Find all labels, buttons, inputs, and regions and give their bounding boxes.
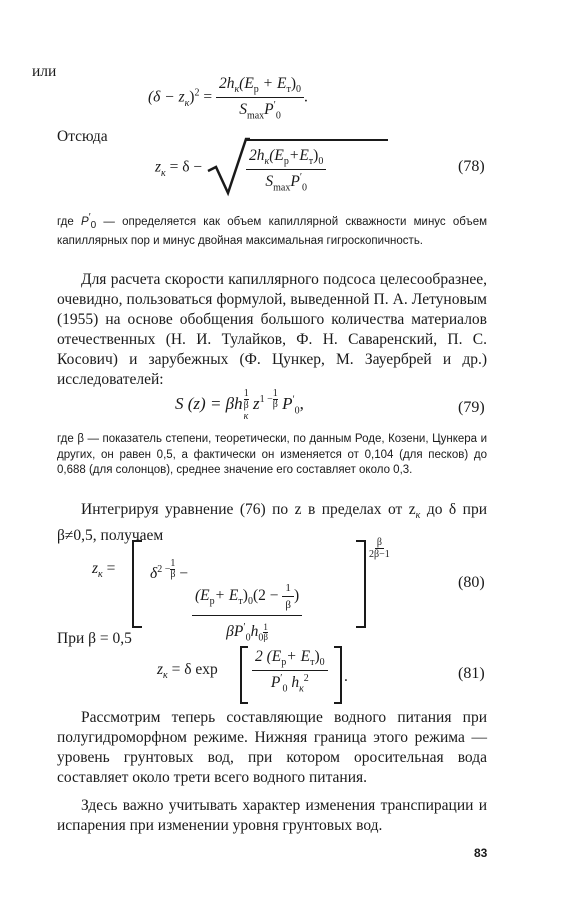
equation-79: S (z) = βh 1 β к z $^{1 - \frac{1}{\beta}}$ $P'_0$, <box>175 388 304 422</box>
equation-81-fraction <box>252 648 328 694</box>
equation-80-body: δ $^{2 - \frac{1}{\beta}}$ − $(E_р+ E_т)_0(2$ − $\frac{1}{\beta}$ ) $\beta P'_0h_0$ $^{\frac{1}{\beta}}$ <box>150 559 302 643</box>
equation-squared: $(\delta - z_к)^2$ = $\frac{2h_к(E_р + E_т)_0}{S_{max}P'_0}$ . <box>148 75 308 122</box>
equation-78: $z_к = \delta$ − $\frac{2h_к(E_р+E_т)_0}{S_{max}P'_0}$ <box>155 143 326 193</box>
sqrt: $\frac{2h_к(E_р+E_т)_0}{S_{max}P'_0}$ <box>206 143 326 193</box>
paragraph-letunov: Для расчета скорости капиллярного подсоса целесообразнее, очевидно, пользоваться формулой, выведенной П. А. Летуновым (1955) на основе обобщения большого количества материалов отечественных (Н. И. Тулайков, Ф. Н. Саваренский, П. С. Косович) и зарубежных (Ф. Цункер, М. Зауербрей и др.) исследователей: <box>57 271 487 388</box>
equation-80: $z_к$ = <box>92 560 116 581</box>
exp-right-bracket <box>334 646 342 704</box>
note-78: где $P'_0$ — определяется как объем капиллярной скважности минус объем капиллярных пор и минус двойная максимальная гигроскопичность. <box>57 212 487 247</box>
equation-number-81: (81) <box>458 665 485 682</box>
condition-beta: При β = 0,5 <box>57 630 132 647</box>
right-bracket <box>356 540 366 628</box>
paragraph-semihydromorphic: Рассмотрим теперь составляющие водного питания при полугидроморфном режиме. Нижняя граница этого режима — уровень грунтовых вод, при котором оросительная вода составляет около трети всего водного питания. <box>57 709 487 786</box>
word-otsyuda: Отсюда <box>57 128 108 145</box>
equation-number-79: (79) <box>458 399 485 416</box>
page-number: 83 <box>474 846 488 860</box>
outer-exponent: β 2β−1 <box>369 537 390 560</box>
exp-left-bracket <box>240 646 248 704</box>
word-ili: или <box>32 63 57 80</box>
left-bracket <box>132 540 142 628</box>
fraction: $(E_р+ E_т)_0(2$ − $\frac{1}{\beta}$ ) $\beta P'_0h_0$ $^{\frac{1}{\beta}}$ <box>192 582 302 643</box>
sqrt-sign <box>206 137 250 197</box>
paragraph-integrating: Интегрируя уравнение (76) по z в пределах от $z_к$ до δ при β≠0,5, получаем <box>57 501 487 545</box>
equation-81: $z_к = \delta$ exp <box>157 661 218 682</box>
paragraph-transpiration: Здесь важно учитывать характер изменения транспирации и испарения при изменении уровня грунтовых вод. <box>57 797 487 834</box>
equation-number-80: (80) <box>458 574 485 591</box>
fraction: $\frac{2h_к(E_р + E_т)_0}{S_{max}P'_0}$ <box>216 75 304 121</box>
period: . <box>344 668 348 685</box>
fraction: $\frac{2 (E_р+ E_т)_0}{P'_0 h_к^2}$ <box>252 648 328 694</box>
equation-number-78: (78) <box>458 158 485 175</box>
note-79: где β — показатель степени, теоретически, по данным Роде, Козени, Цункера и других, он равен 0,5, а фактически он изменяется от 0,104 (для песков) до 0,688 (для солонцов), среднее значение его составляет около 0,3. <box>57 433 487 476</box>
